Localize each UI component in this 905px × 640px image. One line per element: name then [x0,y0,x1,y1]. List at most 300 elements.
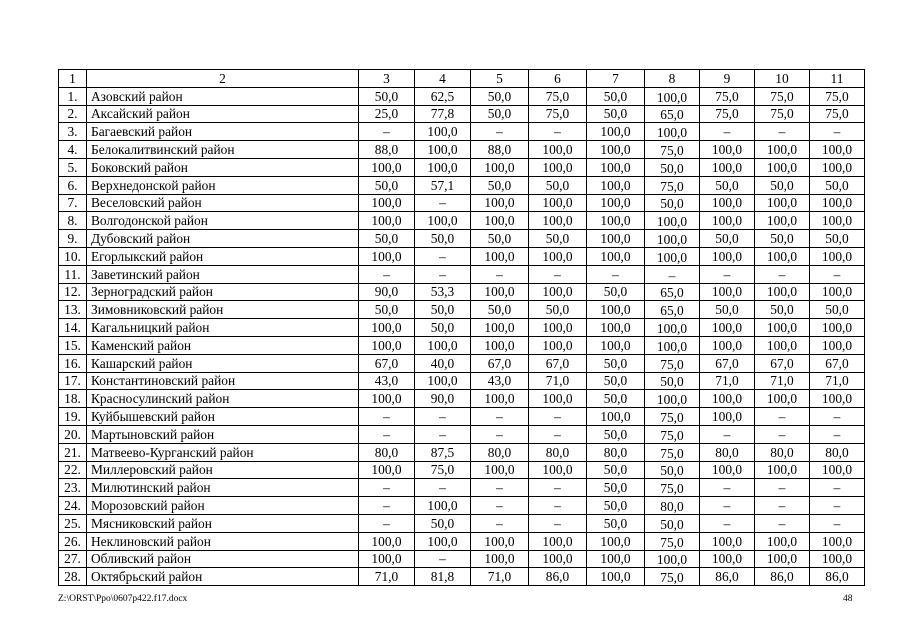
district-name-cell: Зерноградский район [87,283,359,301]
value-cell: 100,0 [471,319,529,337]
row-number-cell: 4. [59,141,87,159]
value-cell: 100,0 [810,390,865,408]
value-cell: – [587,265,645,283]
value-cell: 80,0 [700,443,755,461]
value-cell: 75,0 [645,479,700,497]
value-cell: 100,0 [471,461,529,479]
value-cell: 100,0 [810,319,865,337]
value-cell: 65,0 [645,105,700,123]
district-table [58,69,865,586]
table-row [59,123,865,141]
value-cell: 100,0 [359,247,415,265]
value-cell: 50,0 [755,176,810,194]
value-cell: 100,0 [359,461,415,479]
value-cell: – [755,479,810,497]
value-cell: 100,0 [359,390,415,408]
value-cell: 100,0 [415,372,471,390]
value-cell: – [700,497,755,515]
value-cell: 100,0 [529,336,587,354]
value-cell: 100,0 [700,194,755,212]
value-cell: 71,0 [810,372,865,390]
value-cell: – [810,497,865,515]
value-cell: 50,0 [471,105,529,123]
value-cell: 57,1 [415,176,471,194]
value-cell: 50,0 [587,461,645,479]
district-name-cell: Заветинский район [87,265,359,283]
district-name-cell: Мартыновский район [87,425,359,443]
value-cell: 50,0 [587,425,645,443]
value-cell: 75,0 [645,443,700,461]
value-cell: 100,0 [529,550,587,568]
value-cell: – [529,265,587,283]
value-cell: – [471,123,529,141]
value-cell: 75,0 [645,141,700,159]
value-cell: – [755,265,810,283]
value-cell: 90,0 [415,390,471,408]
value-cell: 65,0 [645,301,700,319]
value-cell: 100,0 [810,550,865,568]
value-cell: 100,0 [755,283,810,301]
value-cell: 50,0 [359,176,415,194]
row-number-cell: 12. [59,283,87,301]
table-row [59,408,865,426]
row-number-cell: 10. [59,247,87,265]
value-cell: 100,0 [755,247,810,265]
table-row [59,461,865,479]
value-cell: 100,0 [415,336,471,354]
value-cell: 50,0 [587,514,645,532]
value-cell: 100,0 [529,247,587,265]
district-name-cell: Кашарский район [87,354,359,372]
value-cell: 86,0 [529,568,587,586]
value-cell: 100,0 [645,550,700,568]
value-cell: 50,0 [755,301,810,319]
value-cell: 100,0 [359,212,415,230]
value-cell: – [359,408,415,426]
value-cell: 50,0 [359,87,415,105]
value-cell: 100,0 [645,319,700,337]
value-cell: 100,0 [359,550,415,568]
district-name-cell: Обливский район [87,550,359,568]
value-cell: 100,0 [810,158,865,176]
value-cell: – [529,479,587,497]
value-cell: 50,0 [645,194,700,212]
value-cell: 50,0 [529,230,587,248]
value-cell: 100,0 [471,212,529,230]
value-cell: – [471,514,529,532]
value-cell: – [415,247,471,265]
value-cell: 100,0 [810,141,865,159]
value-cell: 80,0 [810,443,865,461]
value-cell: 100,0 [587,532,645,550]
value-cell: 67,0 [810,354,865,372]
value-cell: 75,0 [415,461,471,479]
value-cell: 50,0 [415,514,471,532]
value-cell: 100,0 [587,158,645,176]
value-cell: 100,0 [700,550,755,568]
value-cell: 50,0 [471,87,529,105]
value-cell: 50,0 [645,372,700,390]
value-cell: 50,0 [645,461,700,479]
value-cell: 43,0 [471,372,529,390]
value-cell: 100,0 [755,461,810,479]
value-cell: 80,0 [529,443,587,461]
value-cell: 50,0 [810,176,865,194]
value-cell: 100,0 [700,158,755,176]
table-row [59,141,865,159]
value-cell: – [359,514,415,532]
value-cell: 65,0 [645,283,700,301]
value-cell: 100,0 [359,158,415,176]
value-cell: 50,0 [415,230,471,248]
row-number-cell: 8. [59,212,87,230]
value-cell: 50,0 [700,301,755,319]
value-cell: 100,0 [471,194,529,212]
table-row [59,265,865,283]
header-cell: 10 [755,70,810,88]
row-number-cell: 23. [59,479,87,497]
table-row [59,158,865,176]
row-number-cell: 18. [59,390,87,408]
row-number-cell: 19. [59,408,87,426]
value-cell: 100,0 [587,141,645,159]
district-name-cell: Верхнедонской район [87,176,359,194]
table-row [59,514,865,532]
value-cell: – [529,497,587,515]
value-cell: 71,0 [529,372,587,390]
value-cell: 50,0 [700,176,755,194]
value-cell: 100,0 [587,194,645,212]
value-cell: 50,0 [587,390,645,408]
value-cell: – [471,265,529,283]
row-number-cell: 15. [59,336,87,354]
value-cell: – [471,479,529,497]
value-cell: 67,0 [755,354,810,372]
row-number-cell: 20. [59,425,87,443]
row-number-cell: 21. [59,443,87,461]
header-cell: 6 [529,70,587,88]
value-cell: 75,0 [810,105,865,123]
value-cell: 86,0 [755,568,810,586]
value-cell: 75,0 [700,105,755,123]
row-number-cell: 6. [59,176,87,194]
header-cell: 9 [700,70,755,88]
value-cell: 100,0 [810,336,865,354]
header-cell: 5 [471,70,529,88]
row-number-cell: 16. [59,354,87,372]
value-cell: 75,0 [645,176,700,194]
value-cell: 100,0 [645,212,700,230]
value-cell: – [529,123,587,141]
value-cell: – [415,550,471,568]
row-number-cell: 27. [59,550,87,568]
district-name-cell: Миллеровский район [87,461,359,479]
value-cell: 100,0 [529,461,587,479]
value-cell: 71,0 [359,568,415,586]
value-cell: 100,0 [755,212,810,230]
value-cell: – [415,265,471,283]
value-cell: 100,0 [645,247,700,265]
value-cell: 75,0 [700,87,755,105]
value-cell: 100,0 [645,390,700,408]
district-name-cell: Волгодонской район [87,212,359,230]
district-name-cell: Константиновский район [87,372,359,390]
value-cell: 100,0 [471,532,529,550]
value-cell: 75,0 [645,532,700,550]
value-cell: 50,0 [645,514,700,532]
value-cell: – [359,497,415,515]
value-cell: – [700,479,755,497]
value-cell: 43,0 [359,372,415,390]
value-cell: 100,0 [755,336,810,354]
district-name-cell: Аксайский район [87,105,359,123]
value-cell: – [755,408,810,426]
table-row [59,390,865,408]
header-cell: 8 [645,70,700,88]
value-cell: 80,0 [645,497,700,515]
value-cell: 86,0 [700,568,755,586]
value-cell: 100,0 [587,568,645,586]
value-cell: – [755,425,810,443]
value-cell: 50,0 [587,497,645,515]
value-cell: 50,0 [415,319,471,337]
value-cell: 100,0 [471,550,529,568]
value-cell: 100,0 [359,194,415,212]
value-cell: – [529,514,587,532]
value-cell: 80,0 [359,443,415,461]
row-number-cell: 11. [59,265,87,283]
value-cell: 100,0 [700,390,755,408]
district-name-cell: Куйбышевский район [87,408,359,426]
value-cell: – [415,479,471,497]
value-cell: 50,0 [810,301,865,319]
value-cell: – [359,479,415,497]
table-row [59,425,865,443]
table-row [59,372,865,390]
value-cell: 100,0 [415,497,471,515]
district-name-cell: Матвеево-Курганский район [87,443,359,461]
value-cell: 100,0 [529,158,587,176]
value-cell: 100,0 [587,247,645,265]
district-name-cell: Кагальницкий район [87,319,359,337]
row-number-cell: 13. [59,301,87,319]
value-cell: 100,0 [755,194,810,212]
value-cell: – [755,514,810,532]
value-cell: 90,0 [359,283,415,301]
table-row [59,194,865,212]
value-cell: 50,0 [587,283,645,301]
value-cell: 50,0 [587,354,645,372]
value-cell: 50,0 [587,105,645,123]
value-cell: 50,0 [587,372,645,390]
table-row [59,105,865,123]
value-cell: 75,0 [755,105,810,123]
value-cell: 71,0 [755,372,810,390]
table-row [59,319,865,337]
value-cell: – [415,425,471,443]
value-cell: 50,0 [810,230,865,248]
value-cell: 25,0 [359,105,415,123]
table-body [59,70,865,586]
value-cell: 100,0 [755,550,810,568]
value-cell: 100,0 [810,212,865,230]
value-cell: – [645,265,700,283]
value-cell: 100,0 [700,461,755,479]
value-cell: 75,0 [645,425,700,443]
value-cell: 100,0 [415,158,471,176]
value-cell: 100,0 [700,212,755,230]
value-cell: 50,0 [700,230,755,248]
value-cell: 100,0 [415,123,471,141]
header-cell: 7 [587,70,645,88]
value-cell: 75,0 [645,354,700,372]
table-row [59,212,865,230]
table-row [59,550,865,568]
value-cell: 80,0 [755,443,810,461]
value-cell: 87,5 [415,443,471,461]
value-cell: 100,0 [810,283,865,301]
value-cell: 75,0 [810,87,865,105]
value-cell: 50,0 [471,230,529,248]
value-cell: 100,0 [700,319,755,337]
value-cell: 100,0 [587,408,645,426]
row-number-cell: 22. [59,461,87,479]
value-cell: – [810,123,865,141]
value-cell: – [359,265,415,283]
value-cell: 81,8 [415,568,471,586]
value-cell: 88,0 [359,141,415,159]
value-cell: 100,0 [587,230,645,248]
value-cell: 100,0 [645,336,700,354]
table-row [59,479,865,497]
value-cell: 100,0 [755,532,810,550]
value-cell: 100,0 [587,336,645,354]
row-number-cell: 5. [59,158,87,176]
value-cell: – [700,123,755,141]
row-number-cell: 17. [59,372,87,390]
district-name-cell: Мясниковский район [87,514,359,532]
table-row [59,568,865,586]
row-number-cell: 28. [59,568,87,586]
value-cell: – [529,425,587,443]
value-cell: 100,0 [587,176,645,194]
header-cell: 1 [59,70,87,88]
value-cell: 100,0 [359,532,415,550]
value-cell: 100,0 [810,247,865,265]
row-number-cell: 26. [59,532,87,550]
value-cell: – [359,123,415,141]
value-cell: 100,0 [587,301,645,319]
value-cell: 86,0 [810,568,865,586]
value-cell: – [471,497,529,515]
value-cell: 75,0 [645,408,700,426]
value-cell: 50,0 [359,230,415,248]
value-cell: 100,0 [755,158,810,176]
table-row [59,336,865,354]
value-cell: 75,0 [755,87,810,105]
value-cell: – [810,265,865,283]
value-cell: 50,0 [587,87,645,105]
table-row [59,247,865,265]
value-cell: 75,0 [529,105,587,123]
table-row [59,283,865,301]
value-cell: – [415,194,471,212]
row-number-cell: 7. [59,194,87,212]
value-cell: 50,0 [587,479,645,497]
value-cell: 100,0 [700,247,755,265]
value-cell: 67,0 [359,354,415,372]
value-cell: – [700,265,755,283]
table-row [59,301,865,319]
value-cell: 100,0 [645,123,700,141]
district-name-cell: Боковский район [87,158,359,176]
value-cell: 100,0 [810,532,865,550]
value-cell: – [359,425,415,443]
value-cell: – [810,479,865,497]
value-cell: 50,0 [645,158,700,176]
value-cell: 100,0 [529,532,587,550]
value-cell: – [529,408,587,426]
value-cell: 100,0 [359,336,415,354]
table-row [59,176,865,194]
district-name-cell: Каменский район [87,336,359,354]
value-cell: 100,0 [755,319,810,337]
header-cell: 2 [87,70,359,88]
value-cell: 100,0 [645,230,700,248]
value-cell: – [755,497,810,515]
row-number-cell: 2. [59,105,87,123]
value-cell: 100,0 [471,247,529,265]
value-cell: 100,0 [529,319,587,337]
district-name-cell: Красносулинский район [87,390,359,408]
value-cell: 71,0 [471,568,529,586]
value-cell: 100,0 [810,194,865,212]
value-cell: – [700,514,755,532]
table-row [59,532,865,550]
table-row [59,443,865,461]
value-cell: 100,0 [587,123,645,141]
value-cell: – [415,408,471,426]
district-name-cell: Неклиновский район [87,532,359,550]
value-cell: 75,0 [645,568,700,586]
value-cell: 100,0 [587,319,645,337]
file-path: Z:\ORST\Ppo\0607p422.f17.docx [58,594,188,604]
district-name-cell: Белокалитвинский район [87,141,359,159]
page-number: 48 [843,594,853,604]
value-cell: 50,0 [415,301,471,319]
value-cell: – [755,123,810,141]
value-cell: 100,0 [700,283,755,301]
district-name-cell: Морозовский район [87,497,359,515]
value-cell: 100,0 [700,141,755,159]
header-cell: 4 [415,70,471,88]
value-cell: 100,0 [755,390,810,408]
row-number-cell: 9. [59,230,87,248]
value-cell: 100,0 [645,87,700,105]
value-cell: 100,0 [700,408,755,426]
value-cell: 50,0 [529,301,587,319]
table-row [59,87,865,105]
value-cell: 50,0 [755,230,810,248]
value-cell: 100,0 [529,194,587,212]
district-name-cell: Милютинский район [87,479,359,497]
district-name-cell: Веселовский район [87,194,359,212]
district-name-cell: Октябрьский район [87,568,359,586]
district-name-cell: Зимовниковский район [87,301,359,319]
value-cell: 67,0 [529,354,587,372]
value-cell: 77,8 [415,105,471,123]
table-header-row [59,70,865,88]
